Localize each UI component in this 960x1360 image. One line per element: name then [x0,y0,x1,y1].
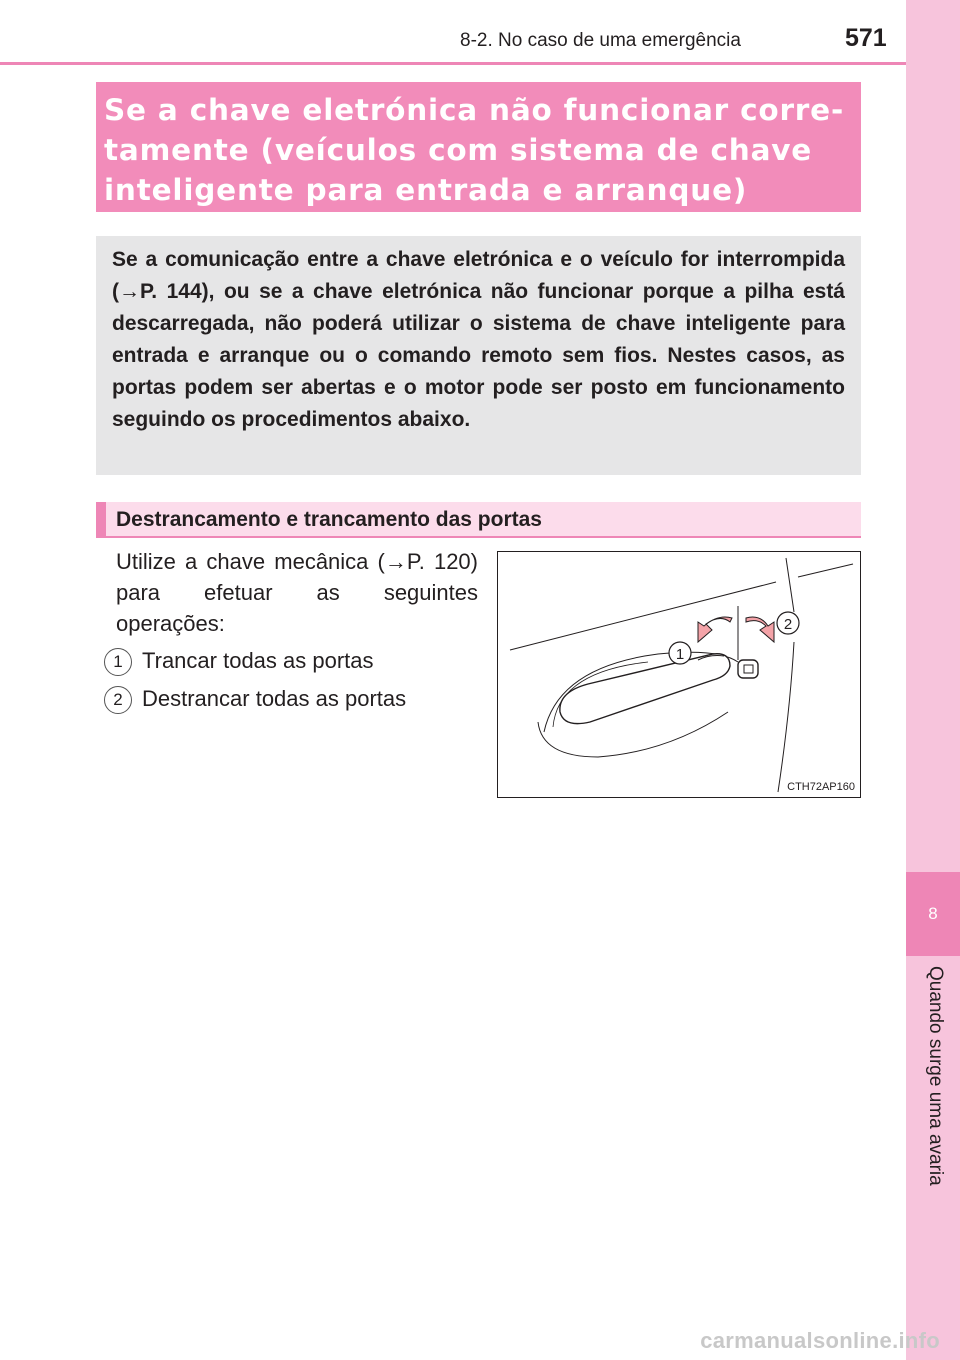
section-title: 8-2. No caso de uma emergência [460,30,741,51]
title-line-1: Se a chave eletrónica não funcionar corre- [104,93,845,127]
figure-code: CTH72AP160 [787,781,855,793]
chapter-number-tab[interactable]: 8 [906,872,960,956]
page-number: 571 [845,24,887,52]
list-item-text: Destrancar todas as portas [142,686,407,711]
door-handle-drawing [498,552,860,797]
door-line [510,582,776,650]
list-item [104,647,374,676]
key-detail [744,665,753,673]
subsection-body: Utilize a chave mecânica (→P. 120) para efetuar as seguintes operações: [116,549,478,636]
list-item-text: Trancar todas as portas [142,648,374,673]
intro-text: Se a comunicação entre a chave eletrónica e o veículo for interrompida (→P. 144), ou se a chave eletrónica não funcionar porque a pilha está descarregada, não poderá utilizar o sistema de chave inteligente para entrada e arranque ou o comando remoto sem fios. Nestes casos, as portas podem ser abertas e o motor pode ser posto em funcionamento seguindo os procedimentos abaixo. [112,248,845,431]
step-badge: 2 [104,686,132,714]
list-item [104,685,406,714]
subsection-title: Destrancamento e trancamento das portas [116,508,542,531]
footer-watermark: carmanualsonline.info [700,1328,940,1353]
door-handle [560,654,730,724]
header-rule [0,62,906,65]
title-banner [96,82,861,212]
page-title [104,90,851,210]
title-line-2: tamente (veículos com sistema de chave [104,133,813,167]
subsection-header [96,502,861,538]
door-edge [778,642,794,792]
callout-2: 2 [783,616,793,633]
door-handle-illustration [497,551,861,798]
callout-1: 1 [675,646,685,663]
door-edge [786,558,794,612]
title-line-3: inteligente para entrada e arranque) [104,173,748,207]
unlock-arrow [746,617,774,642]
chapter-label: Quando surge uma avaria [925,966,946,1186]
lock-arrow [698,617,732,642]
intro-box [96,236,861,475]
door-line [798,564,853,577]
step-badge: 1 [104,648,132,676]
